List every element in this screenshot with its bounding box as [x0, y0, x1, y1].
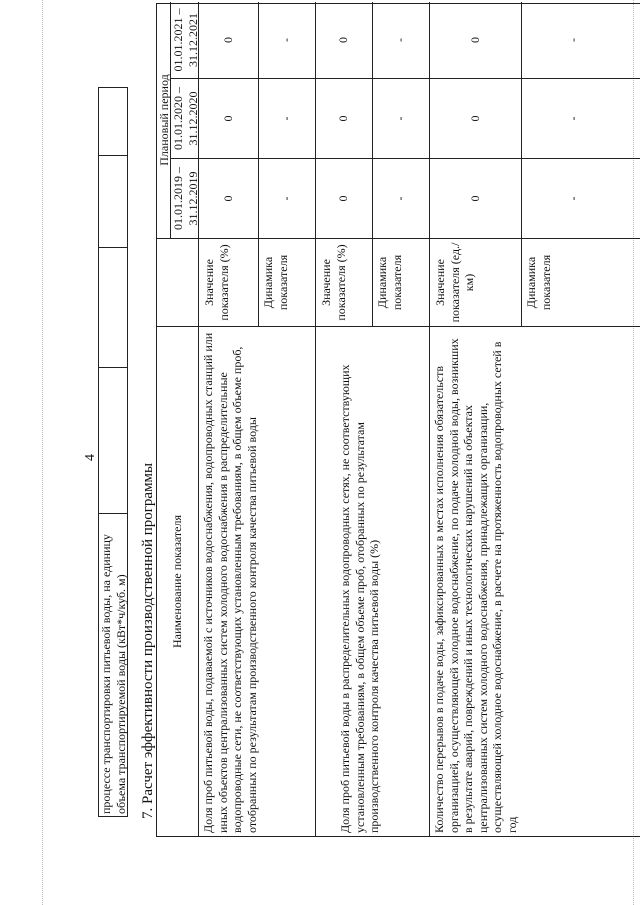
value-cell [430, 158, 522, 238]
period-cell-2 [171, 78, 199, 158]
prev-table-divider [99, 367, 128, 368]
value-cell [522, 78, 640, 158]
row-3-sub-2-label [522, 238, 640, 326]
period-label: 01.01.2020 – 31.12.2020 [171, 87, 200, 150]
value-cell [199, 2, 259, 78]
prev-table-divider [99, 513, 128, 514]
value: 0 [336, 115, 350, 122]
value: 0 [336, 195, 350, 202]
period-label: 01.01.2021 – 31.12.2021 [171, 8, 200, 72]
row-1-sub-2-label [259, 238, 316, 326]
sub-label: Динамика показателя [261, 254, 290, 311]
scan-artifact-line [42, 0, 43, 905]
value-cell [430, 2, 522, 78]
period-cell-3 [171, 2, 199, 78]
value: - [279, 196, 293, 201]
row-name-text: Доля проб питьевой воды в распределительных водопроводных сетях, не соответствующих установленным требованиям, в общем объеме проб, отобранных по результатам производственного контроля качества питьевой воды (%) [338, 364, 381, 833]
value: 0 [221, 37, 235, 43]
row-2-sub-1-label [316, 238, 373, 326]
row-2-sub-2-label [373, 238, 430, 326]
value-cell [259, 158, 316, 238]
row-name-text: Количество перерывов в подаче воды, зафиксированных в местах исполнения обязательств организацией, осуществляющей холодное водоснабжение, по подаче холодной воды, возникших в результате аварий, повреждений и иных технологических нарушений на объектах централизованных систем холодного водоснабжения, принадлежащих организации, осуществляющей холодное водоснабжение, в расчете на протяженность водопроводных сетей в год [432, 338, 519, 833]
value-cell [316, 2, 373, 78]
value: - [279, 116, 293, 121]
prev-table [98, 87, 128, 817]
value-cell [199, 158, 259, 238]
prev-table-row-text: процессе транспортировки питьевой воды, на единицу объема транспортируемой воды (кВт*ч/куб. м) [99, 534, 128, 814]
value-cell [316, 78, 373, 158]
period-label: 01.01.2019 – 31.12.2019 [171, 167, 200, 230]
sub-label: Значение показателя (%) [319, 244, 348, 321]
sub-label: Динамика показателя [375, 254, 404, 311]
header-name: Наименование показателя [170, 515, 184, 648]
prev-table-divider [99, 155, 128, 156]
page-number: 4 [83, 454, 98, 461]
value: 0 [221, 115, 235, 122]
value: 0 [468, 37, 482, 43]
value-cell [522, 158, 640, 238]
row-3-name [430, 326, 640, 836]
value: 0 [221, 195, 235, 202]
value-cell [522, 2, 640, 78]
row-2-name [316, 326, 430, 836]
value-cell [373, 78, 430, 158]
header-period: Плановый период [157, 74, 171, 166]
row-3-sub-1-label [430, 238, 522, 326]
value-cell [430, 78, 522, 158]
value: - [566, 196, 580, 201]
section-title: 7. Расчет эффективности производственной программы [140, 462, 156, 819]
header-empty-cell [157, 238, 199, 326]
value: - [566, 38, 580, 42]
efficiency-table [156, 3, 640, 837]
value: 0 [336, 37, 350, 43]
value-cell [373, 2, 430, 78]
value-cell [373, 158, 430, 238]
value-cell [259, 78, 316, 158]
sub-label: Значение показателя (ед./км) [433, 242, 476, 323]
sub-label: Значение показателя (%) [202, 244, 231, 321]
value: - [393, 116, 407, 121]
value: 0 [468, 195, 482, 202]
value: - [566, 116, 580, 121]
row-1-name [199, 326, 316, 836]
value-cell [199, 78, 259, 158]
sub-label: Динамика показателя [524, 254, 553, 311]
value-cell [316, 158, 373, 238]
header-period-cell [157, 2, 171, 238]
row-1-sub-1-label [199, 238, 259, 326]
header-name-cell [157, 326, 199, 836]
value: - [393, 38, 407, 42]
row-name-text: Доля проб питьевой воды, подаваемой с источников водоснабжения, водопроводных станций или иных объектов централизованных систем холодного водоснабжения в распределительные водопроводные сети, не соответствующих установленным требованиям, в общем объеме проб, отобранных по результатам производственного контроля качества питьевой воды [201, 332, 259, 833]
value: 0 [468, 115, 482, 122]
value-cell [259, 2, 316, 78]
period-cell-1 [171, 158, 199, 238]
value: - [279, 38, 293, 42]
prev-table-divider [99, 247, 128, 248]
value: - [393, 196, 407, 201]
